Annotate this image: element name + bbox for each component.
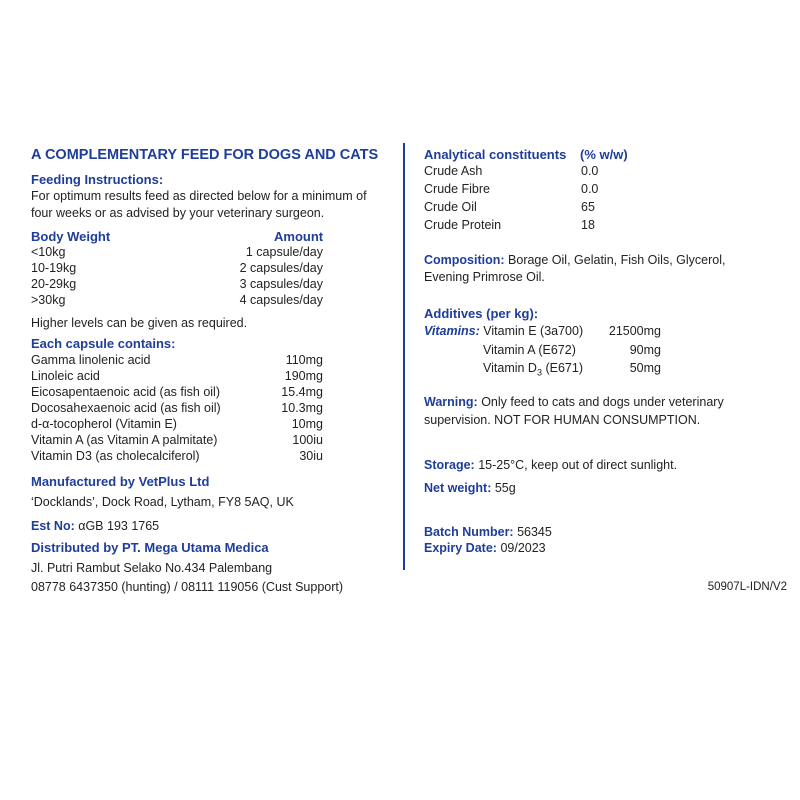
additive-name-post: (E671) [541, 361, 583, 375]
analytical-value: 18 [581, 218, 595, 232]
additives-heading: Additives (per kg): [424, 306, 539, 321]
analytical-name: Crude Fibre [424, 182, 490, 196]
warning-line2: supervision. NOT FOR HUMAN CONSUMPTION. [424, 413, 701, 427]
net-weight-value: 55g [494, 481, 516, 495]
analytical-name: Crude Oil [424, 200, 477, 214]
storage-label: Storage: [424, 458, 475, 472]
capsule-amount: 10mg [291, 417, 323, 431]
capsule-amount: 15.4mg [281, 385, 323, 399]
composition-line1 [424, 253, 725, 267]
footer-code: 50907L-IDN/V2 [707, 581, 787, 593]
dosage-amount: 1 capsule/day [245, 245, 323, 259]
est-value: αGB 193 1765 [78, 519, 160, 533]
body-weight-heading: Body Weight [31, 229, 111, 244]
analytical-value: 0.0 [581, 182, 599, 196]
analytical-value: 65 [581, 200, 595, 214]
capsule-ingredient: d-α-tocopherol (Vitamin E) [31, 417, 177, 431]
dosage-weight: <10kg [31, 245, 66, 259]
batch-value: 56345 [517, 525, 552, 539]
analytical-value: 0.0 [581, 164, 599, 178]
dosage-weight: >30kg [31, 293, 66, 307]
capsule-ingredient: Gamma linolenic acid [31, 353, 151, 367]
dosage-weight: 20-29kg [31, 277, 77, 291]
capsule-ingredient: Eicosapentaenoic acid (as fish oil) [31, 385, 220, 399]
additive-name: Vitamin A (E672) [483, 343, 576, 357]
feeding-text-line1: For optimum results feed as directed below for a minimum of [31, 189, 367, 203]
additive-row [424, 323, 583, 339]
feeding-heading: Feeding Instructions: [31, 172, 164, 187]
storage-line [424, 458, 677, 472]
batch-line [424, 525, 552, 539]
manufacturer-address: ‘Docklands’, Dock Road, Lytham, FY8 5AQ, UK [31, 495, 294, 509]
capsule-amount: 30iu [299, 449, 323, 463]
distributor-heading: Distributed by PT. Mega Utama Medica [31, 540, 269, 555]
expiry-value: 09/2023 [500, 541, 546, 555]
additive-value: 50mg [629, 361, 661, 375]
composition-label: Composition: [424, 253, 505, 267]
additive-name-sub: 3 [536, 367, 542, 378]
higher-levels-note: Higher levels can be given as required. [31, 316, 248, 330]
dosage-weight: 10-19kg [31, 261, 77, 275]
expiry-line [424, 541, 546, 555]
storage-text: 15-25°C, keep out of direct sunlight. [478, 458, 678, 472]
dosage-amount: 4 capsules/day [239, 293, 323, 307]
additive-name [483, 360, 583, 376]
analytical-unit: (% w/w) [580, 147, 628, 162]
net-weight-label: Net weight: [424, 481, 492, 495]
manufacturer-heading: Manufactured by VetPlus Ltd [31, 474, 210, 489]
dosage-amount: 3 capsules/day [239, 277, 323, 291]
net-weight-line [424, 481, 516, 495]
capsule-amount: 110mg [285, 353, 323, 367]
capsule-ingredient: Vitamin D3 (as cholecalciferol) [31, 449, 200, 463]
capsule-ingredient: Vitamin A (as Vitamin A palmitate) [31, 433, 218, 447]
composition-line2: Evening Primrose Oil. [424, 270, 545, 284]
capsule-ingredient: Linoleic acid [31, 369, 100, 383]
capsule-ingredient: Docosahexaenoic acid (as fish oil) [31, 401, 221, 415]
analytical-name: Crude Protein [424, 218, 502, 232]
column-divider [403, 143, 405, 570]
label-title: A COMPLEMENTARY FEED FOR DOGS AND CATS [31, 147, 379, 163]
est-number [31, 519, 159, 533]
feeding-text-line2: four weeks or as advised by your veterinary surgeon. [31, 206, 325, 220]
additive-name: Vitamin E (3a700) [483, 324, 584, 338]
analytical-name: Crude Ash [424, 164, 483, 178]
additive-value: 90mg [629, 343, 661, 357]
distributor-phone: 08778 6437350 (hunting) / 08111 119056 (Cust Support) [31, 580, 344, 594]
additive-value: 21500mg [608, 324, 661, 338]
expiry-label: Expiry Date: [424, 541, 497, 555]
distributor-address: Jl. Putri Rambut Selako No.434 Palembang [31, 561, 273, 575]
composition-text: Borage Oil, Gelatin, Fish Oils, Glycerol, [508, 253, 726, 267]
batch-label: Batch Number: [424, 525, 514, 539]
analytical-heading: Analytical constituents [424, 147, 567, 162]
dosage-amount: 2 capsules/day [239, 261, 323, 275]
est-label: Est No: [31, 519, 75, 533]
capsule-heading: Each capsule contains: [31, 336, 176, 351]
warning-line1 [424, 395, 724, 409]
vitamins-label: Vitamins: [424, 324, 480, 338]
warning-text: Only feed to cats and dogs under veterinary [481, 395, 724, 409]
additive-name-pre: Vitamin D [483, 361, 537, 375]
capsule-amount: 190mg [284, 369, 323, 383]
capsule-amount: 100iu [292, 433, 323, 447]
warning-label: Warning: [424, 395, 478, 409]
capsule-amount: 10.3mg [281, 401, 323, 415]
amount-heading: Amount [274, 229, 324, 244]
